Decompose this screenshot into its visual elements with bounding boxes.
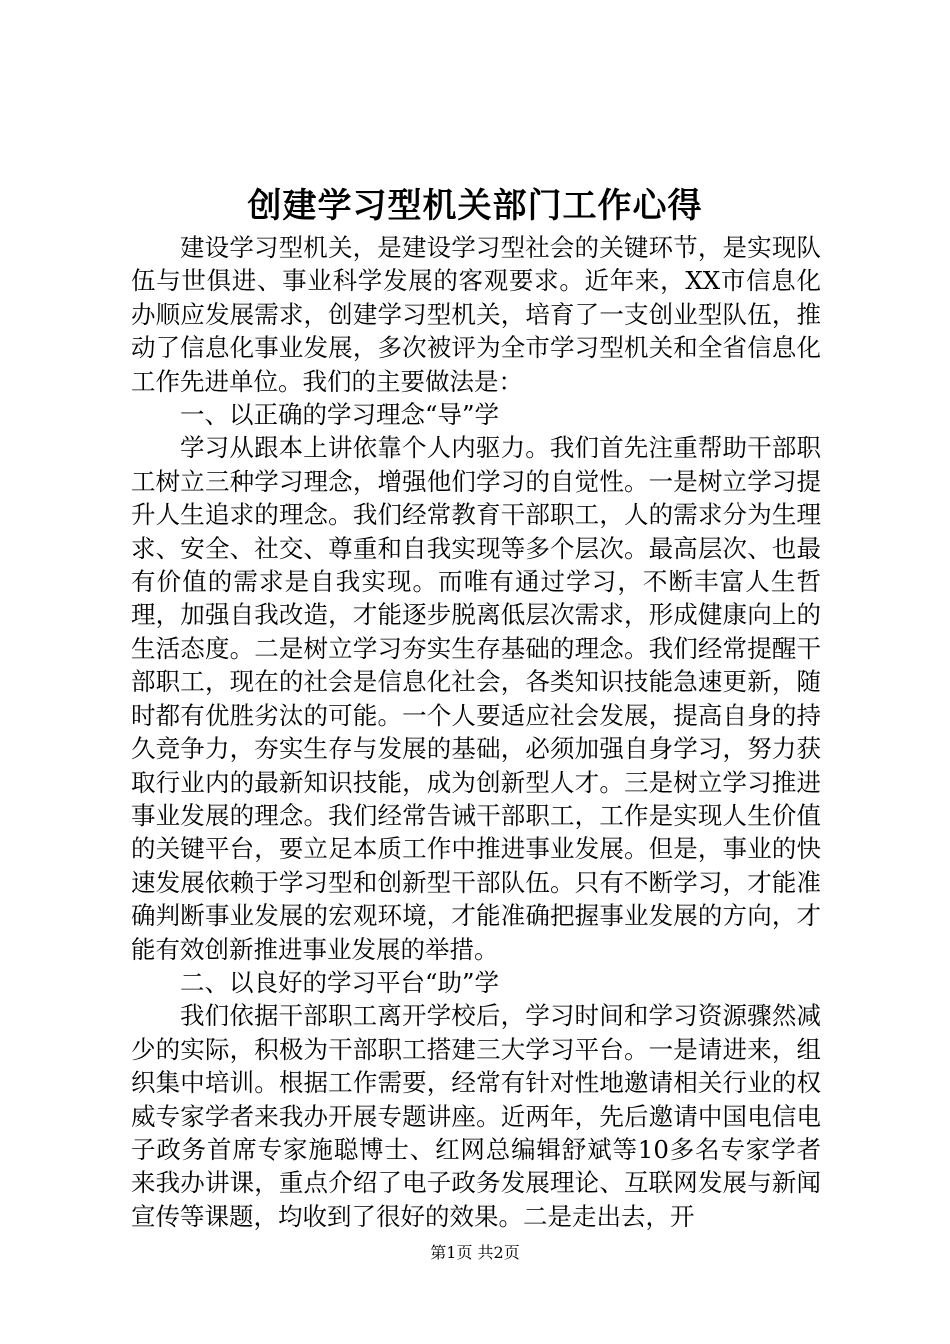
paragraph-section-2: 我们依据干部职工离开学校后，学习时间和学习资源骤然减少的实际，积极为干部职工搭建三大学习平台。一是请进来，组织集中培训。根据工作需要，经常有针对性地邀请相关行业的权威专家学者来我办开展专题讲座。近两年，先后邀请中国电信电子政务首席专家施聪博士、红网总编辑舒斌等10多名专家学者来我办讲课，重点介绍了电子政务发展理论、互联网发展与新闻宣传等课题，均收到了很好的效果。二是走出去，开 <box>131 1001 821 1231</box>
paragraph-section-1: 学习从跟本上讲依靠个人内驱力。我们首先注重帮助干部职工树立三种学习理念，增强他们学习的自觉性。一是树立学习提升人生追求的理念。我们经常教育干部职工，人的需求分为生理求、安全、社交、尊重和自我实现等多个层次。最高层次、也最有价值的需求是自我实现。而唯有通过学习，不断丰富人生哲理，加强自我改造，才能逐步脱离低层次需求，形成健康向上的生活态度。二是树立学习夯实生存基础的理念。我们经常提醒干部职工，现在的社会是信息化社会，各类知识技能急速更新，随时都有优胜劣汰的可能。一个人要适应社会发展，提高自身的持久竞争力，夯实生存与发展的基础，必须加强自身学习，努力获取行业内的最新知识技能，成为创新型人才。三是树立学习推进事业发展的理念。我们经常告诫干部职工，工作是实现人生价值的关键平台，要立足本质工作中推进事业发展。但是，事业的快速发展依赖于学习型和创新型干部队伍。只有不断学习，才能准确判断事业发展的宏观环境，才能准确把握事业发展的方向，才能有效创新推进事业发展的举措。 <box>131 433 821 964</box>
page-number-footer: 第1页 共2页 <box>430 1243 520 1262</box>
document-body <box>131 231 821 1233</box>
paragraph-intro: 建设学习型机关，是建设学习型社会的关键环节，是实现队伍与世俱进、事业科学发展的客观要求。近年来，XX市信息化办顺应发展需求，创建学习型机关，培育了一支创业型队伍，推动了信息化事业发展，多次被评为全市学习型机关和全省信息化工作先进单位。我们的主要做法是： <box>131 233 821 396</box>
section-heading-1: 一、以正确的学习理念“导”学 <box>180 400 500 430</box>
section-heading-2: 二、以良好的学习平台“助”学 <box>180 967 500 997</box>
document-title: 创建学习型机关部门工作心得 <box>247 186 703 226</box>
